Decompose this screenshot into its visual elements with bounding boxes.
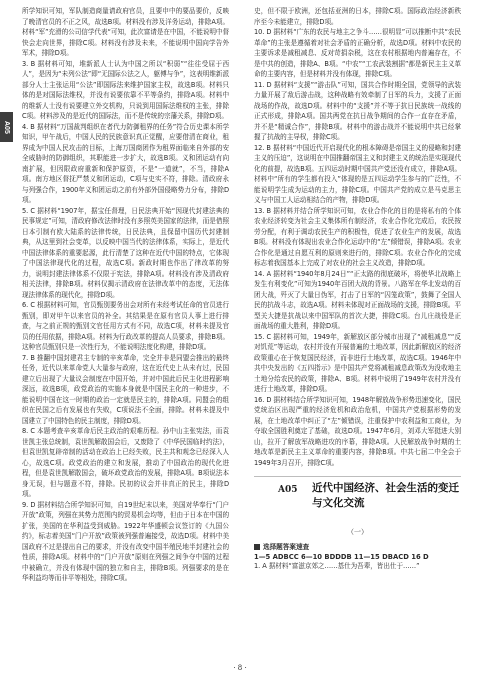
- left-paragraph: 6. C 根据材料可知，官员甄别要务出会对所有未经考试任命的官员进行甄别，即对甲午以来官员的补全。其结果是在原有官员人事上进行排查，与之前正规的甄别文官任用方式有不同，故选C项，材料未提及官员的任用依据，排除A项。材料为行政改革的提高人员要求，排除B项。这种官员甄别只是一次性行为，不能说明法度化构建，排除D项。: [22, 301, 229, 351]
- section-badge: A05: [278, 485, 298, 495]
- right-paragraph: 13. B 据材料并结合所学知识可知，农业合作化的目的是将私有的个体农业经济转变为社会主义集体所有制经济，农业合作化完成后，农民按劳分配，有利于调动农民生产的积极性，促进了农业生产的发展，故选B项。材料没有体现出农业合作化运动中的“左”倾错误，排除A项。农业合作化是通过自愿互利的原则来进行的，排除C项。农业合作化的完成标志着我国基本上完成了对农业的社会主义改造，排除D项。: [254, 206, 461, 267]
- left-paragraph: 9. D 据材料结合所学知识可知，自19世纪末以来，美国对华奉行“门户开放”政策，列强在其势力范围内的贸易机会均等，但由于日本在中国的扩张，美国的在华利益受到威胁。1922年华盛顿会议签订的《九国公约》，标志着美国“门户开放”政策被列强普遍接受，故选D项。材料中美国政府不过是提出自己的要求，并没有改变中国半殖民地半封建社会的性质，排除A项。材料中的“门户开放”原则在列强之间争夺中国的过程中被确立，并没有体现中国的独立和自主，排除B项。列强要求的是在华利益均等而非平等相处，排除C项。: [22, 500, 229, 582]
- right-paragraph: 16. D 据材料结合所学知识可知，1948年解放战争形势迅速变化，国民党统治区出现严重的经济危机和政治危机，中国共产党根据形势的发展，在土地改革中纠正了“左”倾错误，注重保护中农利益和工商业，为夺取全国胜利奠定了基础，故选D项。1947年6月，刘邓大军挺进大别山，拉开了解放军战略进攻的序幕，排除A项。人民解放战争时期的土地改革是新民主主义革命的重要内容，排除B项。中共七届二中全会于1949年3月召开，排除C项。: [254, 395, 461, 467]
- first-explanation: 1. A 据材料“富滋京郊之……基仕为吾辈，皆出仕于……”: [254, 562, 420, 570]
- right-paragraph: 11. D 据材料“支援”“游击队”可知，国共合作时期全国，党领导的武装力量开展了敌后游击战，这种战略有效牵制了日军的兵力，支援了正面战场的作战，故选D项。材料中的“支援”并不等于抗日民族统一战线的正式形成，排除A项。国共两党在抗日战争期间的合作一直存在矛盾，并不是“精诚合作”，排除B项。材料中的游击战并不能说明中共已经掌握了抗战的主导权，排除C项。: [254, 80, 461, 141]
- section-title: 近代中国经济、社会生活的变迁与文化交流: [312, 482, 459, 509]
- left-paragraph: 8. C 本题考查辛亥革命后民主政治的艰难历程。孙中山主张宪法，而袁世凯主张总统制，袁世凯解散国会后，又废除了《中华民国临时约法》，但袁世凯复辟帝制的活动在政治上已经失败，民主共和观念已经深入人心，故选C项。政党政治的建立和发展，推动了中国政治的现代化进程，但是袁世凯解散国会，破坏政党政治的发展，排除A项。B项说法本身无误，但与题意不符，排除。民初的议会并非真正的民主，排除D项。: [22, 427, 229, 498]
- square-bullet-icon: [254, 544, 260, 550]
- left-paragraph: 7. B 推翻中国封建君主专制的辛亥革命，完全并非是同盟会推出的最终任务，近代以来革命党人大量参与政府，这在近代史上从未有过，民国建立后出现了大量议会制度在中国开始，并对中国此后民主化进程影响深远，故选B项，政党政治的实施本身就是中国民主化的一种进步，不能说明中国在这一时期的政治一定就是民主的，排除A项。同盟会的组织在民国之后有发展也有失败，C项说法不全面，排除。材料未提及中国建立了中国特色的民主制度，排除D项。: [22, 353, 229, 425]
- answer-key: 1—5 ADBCC 6—10 BDDDB 11—15 DBACD 16 D: [254, 553, 429, 561]
- right-paragraphs: [254, 6, 461, 468]
- right-paragraph: 14. A 据材料“1940年8月24日”“正太路的彻底破坏，将使华北战略上发生有利变化”可知为1940年百团大战的背景。八路军在华北发动的百团大战，歼灭了大量日伪军，打击了日军的“囚笼政策”，鼓舞了全国人民的抗战斗志，故选A项。材料未体现对正面战场的支援，排除B项。平型关大捷是抗战以来中国军队的首次大捷，排除C项。台儿庄战役是正面战场的重大胜利，排除D项。: [254, 269, 461, 330]
- right-paragraph: 10. D 据材料“广东的农民与地主之争斗……很明显”可以推断中共“农民革命”的主张是遵循着对社会矛盾的正确分析，故选D项。材料中农民的主要诉求是减租减息、反对苛捐杂税，这在农村根据地内普遍存在，不是中共的创造，排除A、B项。“中农”“工农武装割据”都是新民主主义革命的主要内容，但是材料并没有体现，排除C项。: [254, 28, 461, 78]
- left-paragraph: 所学知识可知，军队制造商量请政府官员，且要申中的要品要价，反映了晚清官员的不正之风，故选B项。材料没有涉及洋务运动，排除A项。材料“军”充滑的公司信学代表“可知，此次富请是在中国，不能说明中督快会走向世界，排除C项。材料没有涉及未来，不能说明中国向学告外军术，排除D项。: [22, 7, 229, 57]
- left-paragraph: 5. C 据材料“1907年，据宝任督理，日民法典开始“因现代封建法典的民事规定”可知，清政府修改法律时没有多照英美国家的法律，而是借照日本引制有欧大陆系的法律传统，日民法典，且保留中国历代封建制典，从这里到社会变革，以反映中国当代的法律体系，实际上，是近代中国法律体系的重要起源，此行清楚了这种在近代中国的特点，它体现了中国法律现代化的过程，故选C项。新政时期也作出了律改革的努力，说明封建法律体系不仅限于宪法，排除A项。材料没有涉及清政府相关法律，排除B项。材料仅揭示清政府在法律改革中的态度，无法体现法律体系的现代化，排除D项。: [22, 206, 229, 299]
- answers-label-text: 选择题答案速查: [263, 543, 310, 551]
- left-paragraph: 3. B 据材料可知，堆新派人士认为中国之所以“积弱”“往往受屈于西人”，是因为“未列公法”即“无国际公法之人，躯傅与争”，这表明维新派部分人士主张运用“公法”即国际法来维护国家主权，故选B项。材料只体的是对国际法维权，并没有说要依靠不平等条约，排除A项。材料中的维新人士没有说要建立外交机构，只说到用国际法维权的主张，排除C项。材料涉及的是近代的国际法，而不是传统的宗藩关系，排除D项。: [22, 59, 229, 120]
- section-sub-mark: （一）: [347, 528, 368, 536]
- section-heading-block: [254, 476, 461, 523]
- page-number: · 8 ·: [233, 664, 247, 672]
- right-column: [254, 6, 461, 572]
- left-column: [22, 6, 229, 584]
- right-paragraph: 12. B 据材料“中国近代开启现代化的根本障碍是帝国主义的侵略和封建主义的压迫”，这说明在中国推翻帝国主义和封建主义的统治是实现现代化的前提，故选B项。五四运动时期中国共产党还没有成立，排除A项。材料中“所有的学生都有投入”体现的是五四运动学生参与的广泛性，不能说明学生成为运动的主力，排除C项。中国共产党的成立是马克思主义与中国工人运动相结合的产物，排除D项。: [254, 143, 461, 204]
- right-paragraph: 15. C 据材料可知，1949年，新解放区部分城市出现了“减租减息”“反对饥荒”等运动，农村并没有开展普遍的土地改革，因此新解放区的经济政策重心在于恢复国民经济，而非进行土地改革，故选C项。1946年中共中央发出的《五四指示》是中国共产党将减租减息政策改为没收地主土地分给农民的政策，排除A、B项。材料中说明了1949年农村并没有进行土地改革，排除D项。: [254, 332, 461, 393]
- section-side-tab: A05: [0, 112, 13, 142]
- left-paragraph: 4. B 据材料“万国裁判组织在者代力防御租界的任务”符合历史课本所学知识，甲午战后，中国人民的民族意识真正觉醒，应要借清在商业，租界成为中国人民攻击的目标，上海万国商团作为租界面临来自外部的安全威胁时的防御组织，其职能进一步扩大，故选B项。义和团运动有向南扩展，但因限政府重新和保护原资，不是“一道就”，不当，排除A项。南方地区督抚严禁义和团运动，C项与史实不符，排除。清政府永与列强合作，1900年义和团运动之前有外部外国侵略势力分布，排除D项。: [22, 122, 229, 204]
- answers-label: [254, 541, 461, 551]
- right-paragraph: 史，但不限于欧洲，还包括亚洲的日本，排除C项。国际政治经济新秩序至今未能建立，排除D项。: [254, 7, 461, 26]
